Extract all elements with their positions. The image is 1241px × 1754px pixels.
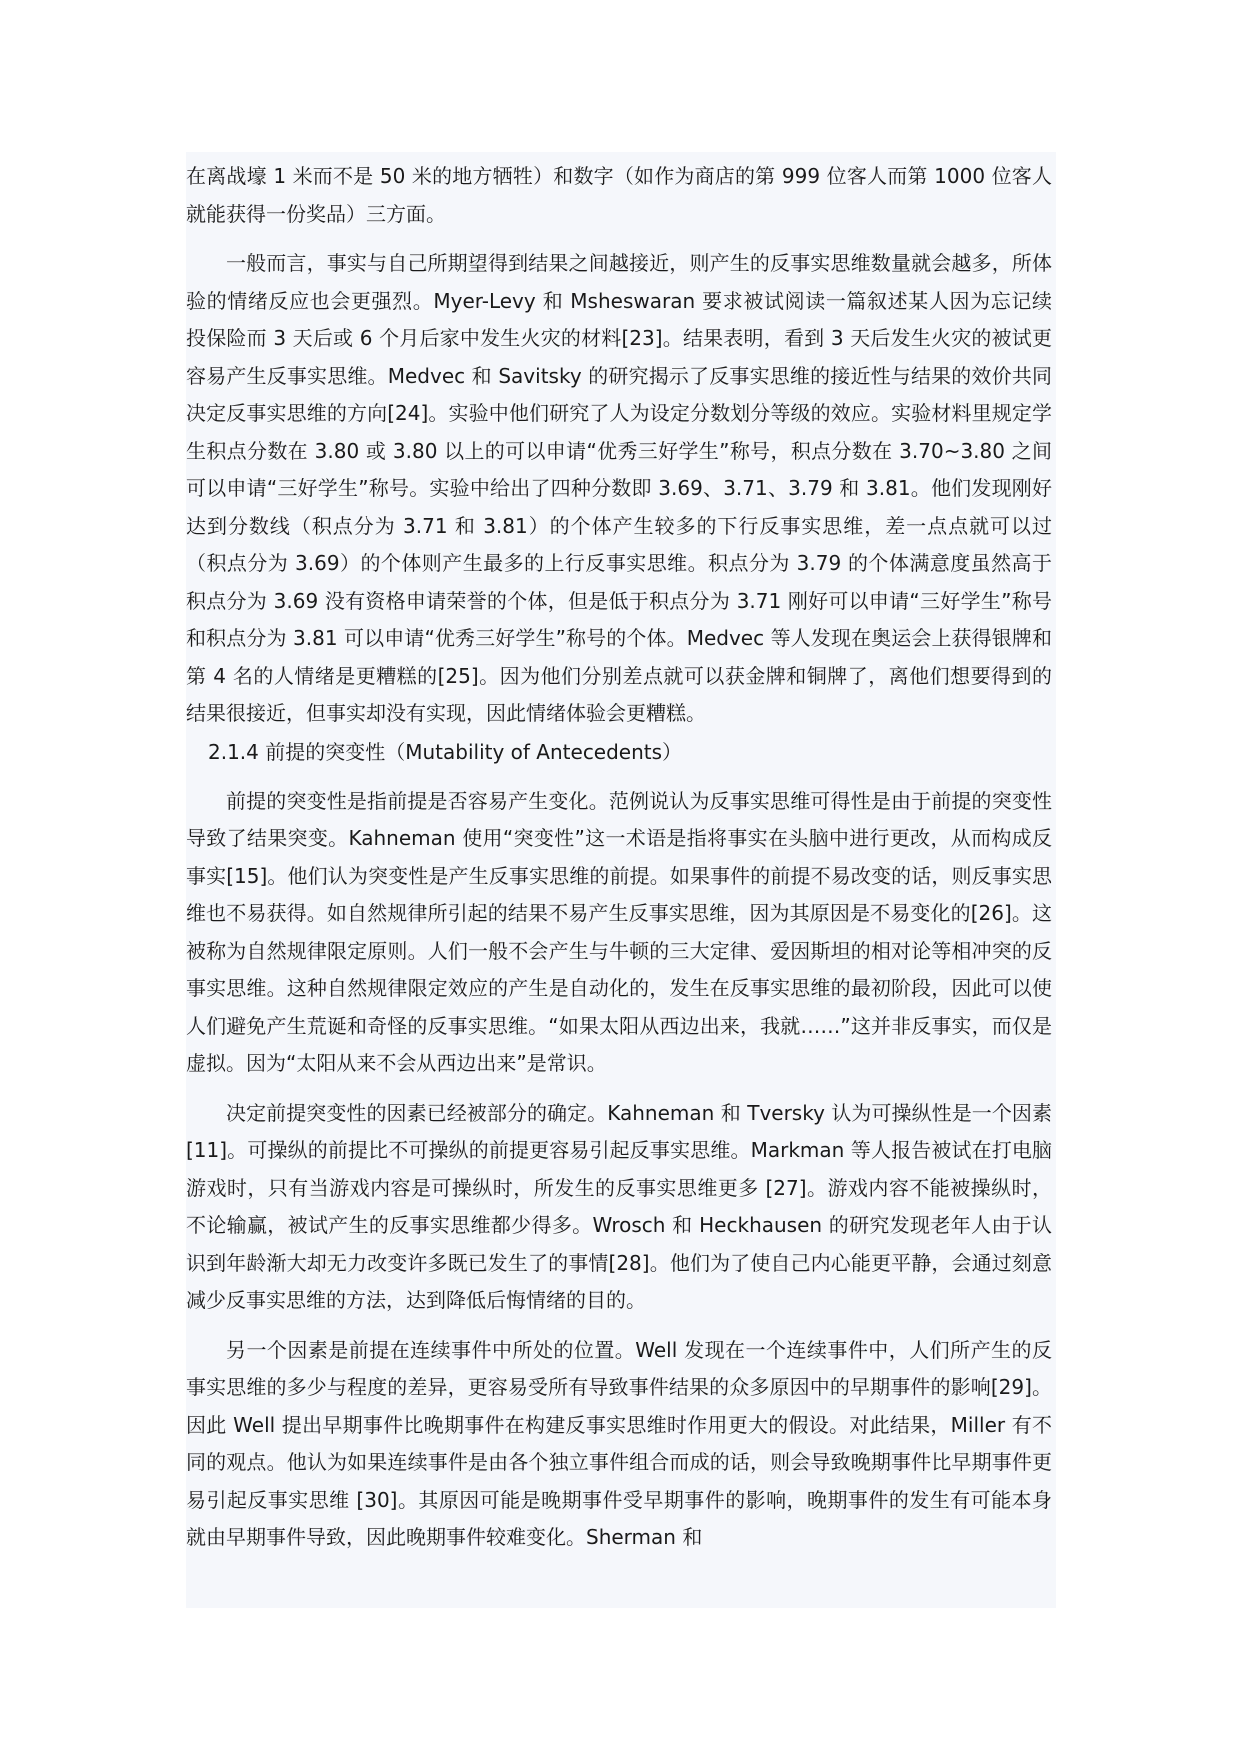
paragraph-proximity: 一般而言，事实与自己所期望得到结果之间越接近，则产生的反事实思维数量就会越多，所体验的情绪反应也会更强烈。Myer-Levy 和 Msheswaran 要求被试阅读一篇叙述某人因为忘记续投保险而 3 天后或 6 个月后家中发生火灾的材料[23]。结果表明，看到 3 天后发生火灾的被试更容易产生反事实思维。Medvec 和 Savitsky 的研究揭示了反事实思维的接近性与结果的效价共同决定反事实思维的方向[24]。实验中他们研究了人为设定分数划分等级的效应。实验材料里规定学生积点分数在 3.80 或 3.80 以上的可以申请“优秀三好学生”称号，积点分数在 3.70~3.80 之间可以申请“三好学生”称号。实验中给出了四种分数即 3.69、3.71、3.79 和 3.81。他们发现刚好达到分数线（积点分为 3.71 和 3.81）的个体产生较多的下行反事实思维，差一点点就可以过（积点分为 3.69）的个体则产生最多的上行反事实思维。积点分为 3.79 的个体满意度虽然高于积点分为 3.69 没有资格申请荣誉的个体，但是低于积点分为 3.71 刚好可以申请“三好学生”称号和积点分为 3.81 可以申请“优秀三好学生”称号的个体。Medvec 等人发现在奥运会上获得银牌和第 4 名的人情绪是更糟糕的[25]。因为他们分别差点就可以获金牌和铜牌了，离他们想要得到的结果很接近，但事实却没有实现，因此情绪体验会更糟糕。 (186, 251, 1052, 725)
section-heading: 2.1.4 前提的突变性（Mutability of Antecedents） (208, 739, 683, 764)
paragraph-mutability-factors: 决定前提突变性的因素已经被部分的确定。Kahneman 和 Tversky 认为可操纵性是一个因素[11]。可操纵的前提比不可操纵的前提更容易引起反事实思维。Markman 等人报告被试在打电脑游戏时，只有当游戏内容是可操纵时，所发生的反事实思维更多 [27]。游戏内容不能被操纵时，不论输赢，被试产生的反事实思维都少得多。Wrosch 和 Heckhausen 的研究发现老年人由于认识到年龄渐大却无力改变许多既已发生了的事情[28]。他们为了使自己内心能更平静，会通过刻意减少反事实思维的方法，达到降低后悔情绪的目的。 (186, 1100, 1052, 1312)
paragraph-continuation: 在离战壕 1 米而不是 50 米的地方牺牲）和数字（如作为商店的第 999 位客人而第 1000 位客人就能获得一份奖品）三方面。 (186, 164, 1052, 226)
text-region (186, 152, 1056, 1608)
text-body (186, 152, 1052, 1557)
paragraph-event-position: 另一个因素是前提在连续事件中所处的位置。Well 发现在一个连续事件中，人们所产生的反事实思维的多少与程度的差异，更容易受所有导致事件结果的众多原因中的早期事件的影响[29]。因此 Well 提出早期事件比晚期事件在构建反事实思维时作用更大的假设。对此结果，Miller 有不同的观点。他认为如果连续事件是由各个独立事件组合而成的话，则会导致晚期事件比早期事件更易引起反事实思维 [30]。其原因可能是晚期事件受早期事件的影响，晚期事件的发生有可能本身就由早期事件导致，因此晚期事件较难变化。Sherman 和 (186, 1337, 1052, 1549)
paragraph-mutability-definition: 前提的突变性是指前提是否容易产生变化。范例说认为反事实思维可得性是由于前提的突变性导致了结果突变。Kahneman 使用“突变性”这一术语是指将事实在头脑中进行更改，从而构成反事实[15]。他们认为突变性是产生反事实思维的前提。如果事件的前提不易改变的话，则反事实思维也不易获得。如自然规律所引起的结果不易产生反事实思维，因为其原因是不易变化的[26]。这被称为自然规律限定原则。人们一般不会产生与牛顿的三大定律、爱因斯坦的相对论等相冲突的反事实思维。这种自然规律限定效应的产生是自动化的，发生在反事实思维的最初阶段，因此可以使人们避免产生荒诞和奇怪的反事实思维。“如果太阳从西边出来，我就……”这并非反事实，而仅是虚拟。因为“太阳从来不会从西边出来”是常识。 (186, 788, 1052, 1075)
